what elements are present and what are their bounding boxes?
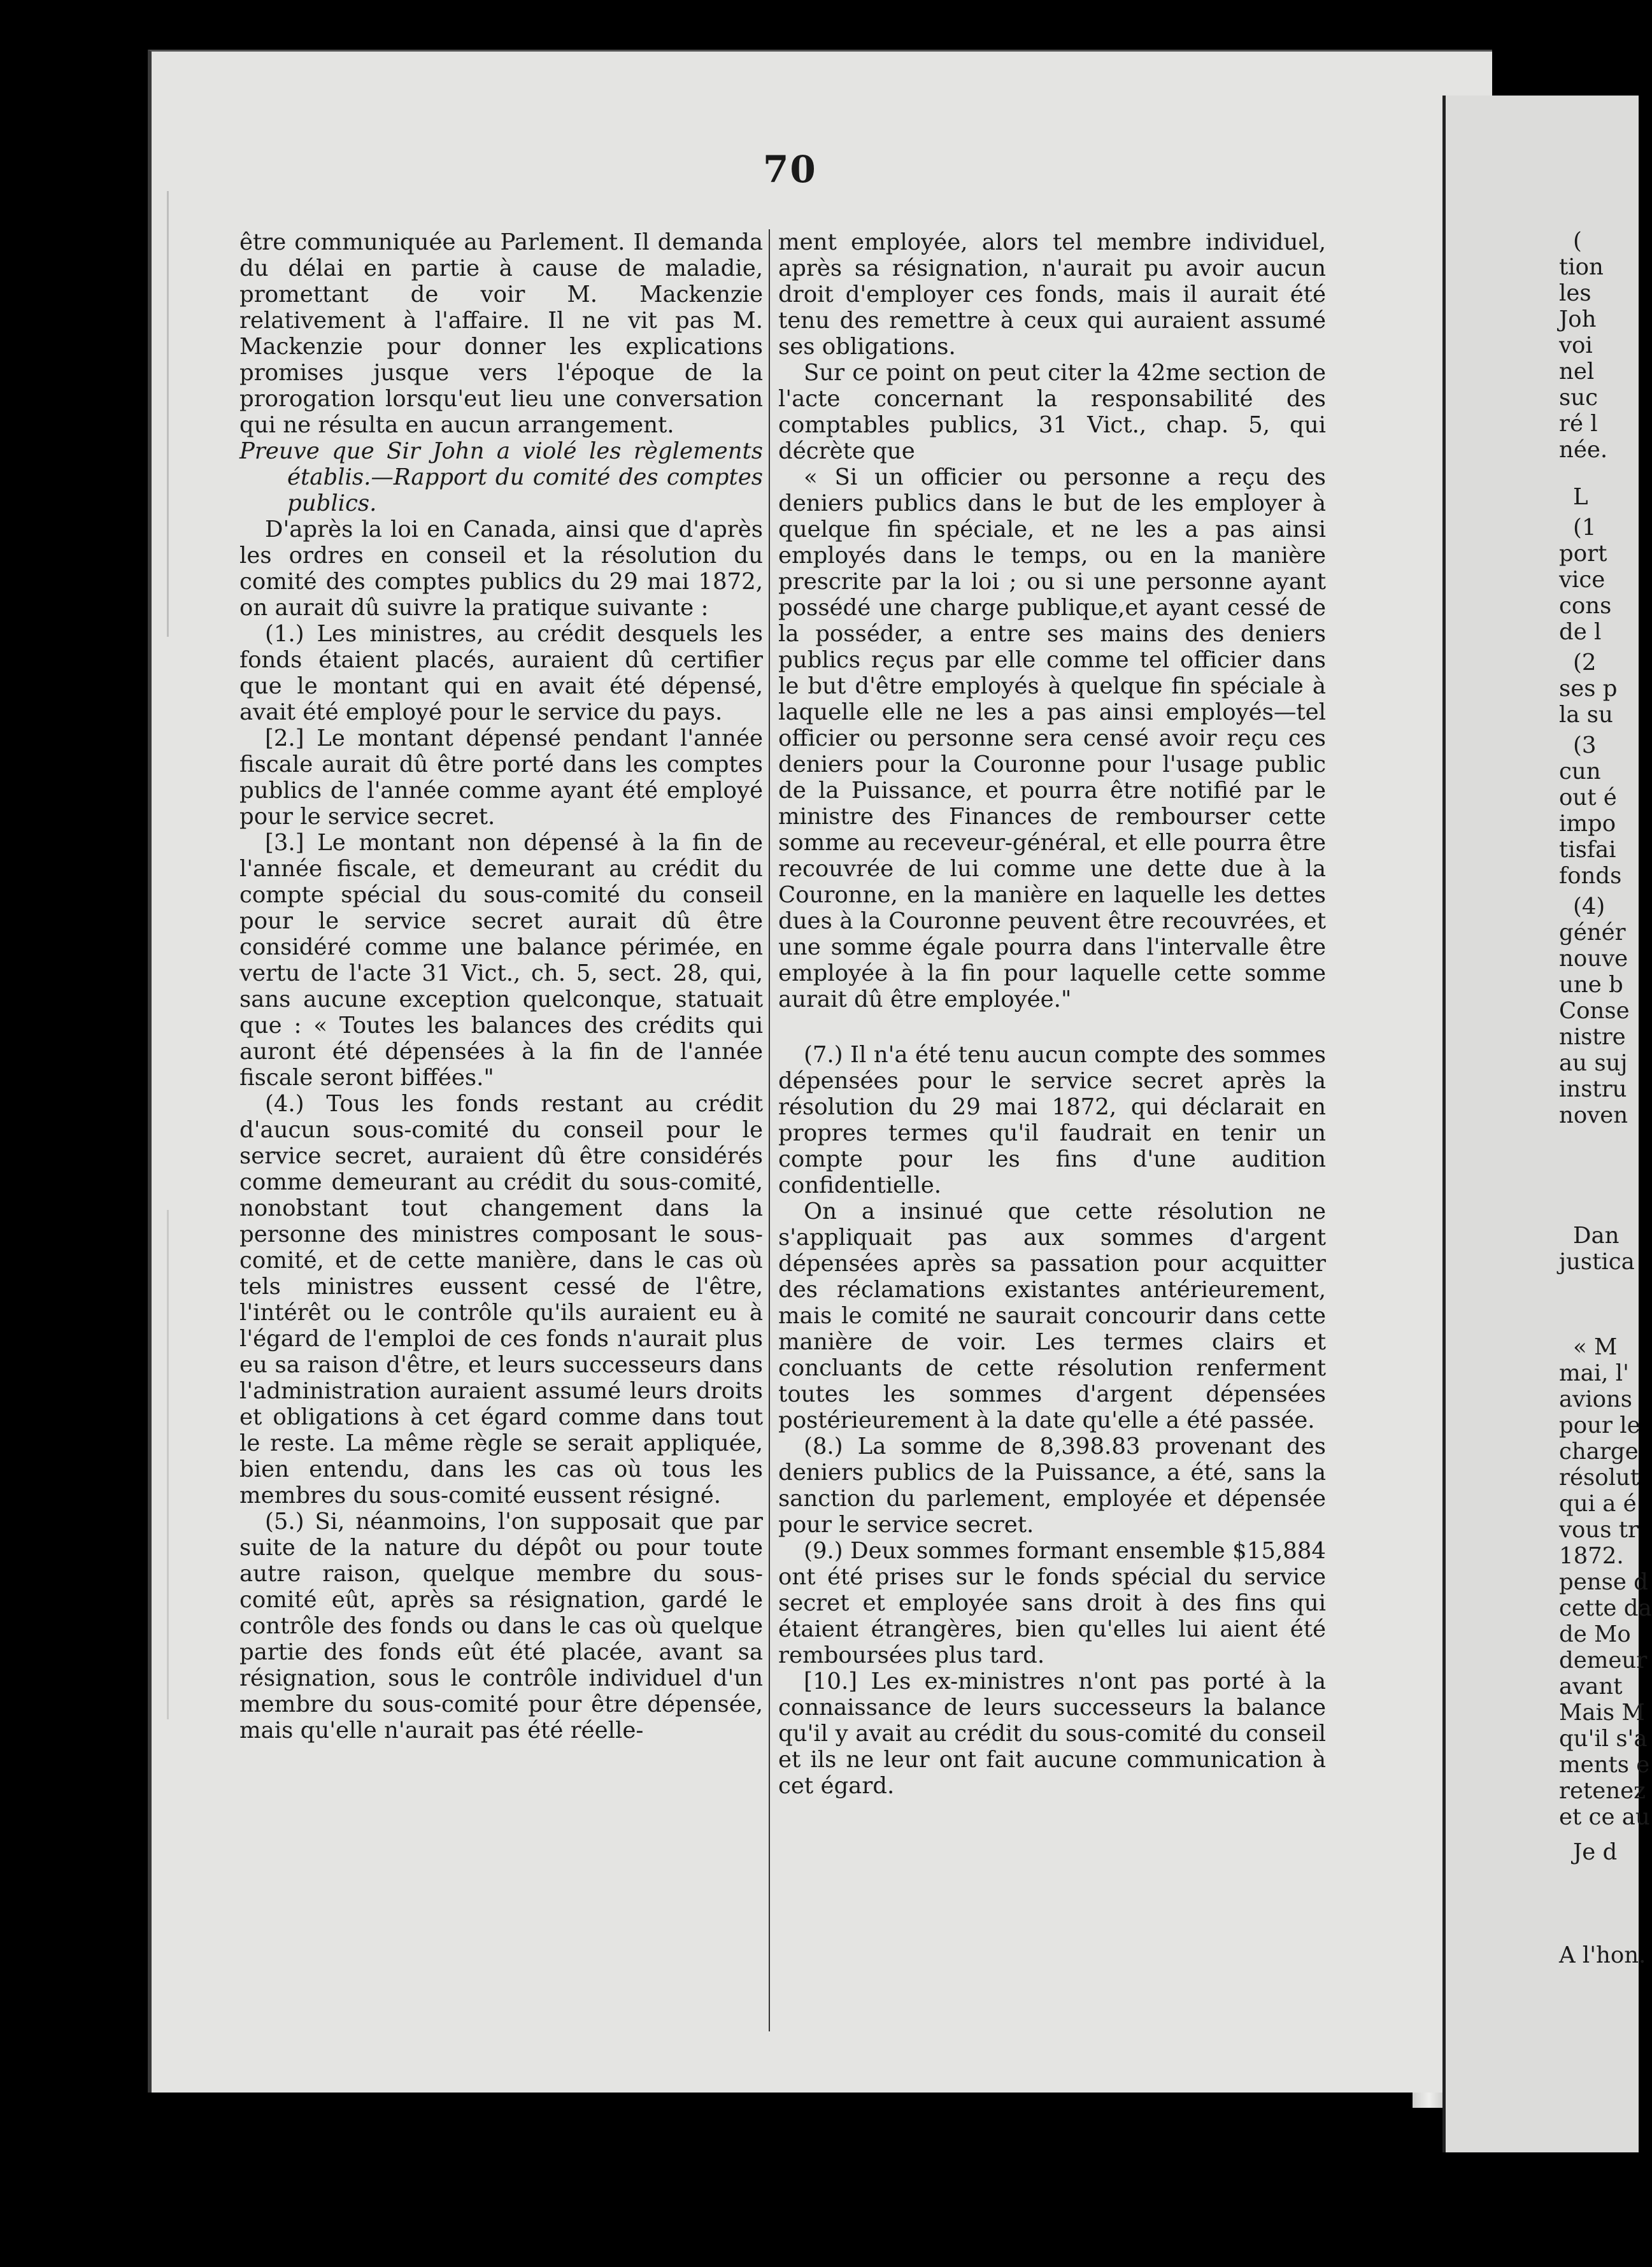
fragment-line: vous tr [1559, 1517, 1639, 1543]
fragment-line: Conse [1559, 998, 1630, 1024]
fragment-line: et ce au [1559, 1804, 1650, 1830]
fragment-line: noven [1559, 1102, 1628, 1128]
fragment-line: nel [1559, 359, 1595, 385]
paragraph: On a insinué que cette résolution ne s'appliquait pas aux sommes d'argent dépensées après sa passation pour acquitter des réclamations existantes antérieurement, mais le comité ne saurait concourir dans cette manière de voir. Les termes clairs et concluants de cette résolution renferment toutes les sommes d'argent dépensées postérieurement à la date qu'elle a été passée. [778, 1198, 1326, 1433]
fragment-line: cons [1559, 593, 1612, 619]
fragment-line: de l [1559, 619, 1602, 645]
fragment-line: ments e [1559, 1752, 1650, 1778]
quotation: « Si un officier ou personne a reçu des deniers publics dans le but de les employer à quelque fin spéciale, et ne les a pas ainsi employés dans le temps, ou en la manière prescrite par la loi ; ou si une personne ayant possédé une charge publique,et ayant cessé de la posséder, a entre ses mains des deniers publics reçus par elle comme tel officier dans le but d'être employés à quelque fin spéciale à laquelle elle ne les a pas ainsi employés—tel officier ou personne sera censé avoir reçu ces deniers pour la Couronne pour l'usage public de la Puissance, et pourra être notifié par le ministre des Finances de rembourser cette somme au receveur-général, et elle pourra être recouvrée de lui comme une dette due à la Couronne, en la manière en laquelle les dettes dues à la Couronne peuvent être recouvrées, et une somme égale pourra dans l'intervalle être employée à la fin pour laquelle cette somme aurait dû être employée." [778, 464, 1326, 1013]
fragment-line: (4) [1573, 893, 1606, 920]
fragment-line: Dan [1573, 1223, 1620, 1249]
paragraph: être communiquée au Parlement. Il demanda du délai en partie à cause de maladie, promettant de voir M. Mackenzie relativement à l'affaire. Il ne vit pas M. Mackenzie pour donner les explications promises jusque vers l'époque de la prorogation lorsqu'eut lieu une conversation qui ne résulta en aucun arrangement. [239, 229, 763, 438]
fragment-line: Joh [1559, 306, 1597, 332]
fragment-line: fonds [1559, 863, 1622, 889]
fragment-line: ré l [1559, 411, 1598, 437]
fragment-line: A l'hon. [1559, 1942, 1646, 1968]
fragment-line: résolut [1559, 1465, 1640, 1491]
fragment-line: avant [1559, 1674, 1623, 1700]
paragraph: Sur ce point on peut citer la 42me section de l'acte concernant la responsabilité des comptables publics, 31 Vict., chap. 5, qui décrète que [778, 360, 1326, 464]
paragraph: (7.) Il n'a été tenu aucun compte des sommes dépensées pour le service secret après la résolution du 29 mai 1872, qui déclarait en propres termes qu'il faudrait en tenir un compte pour les fins d'une audition confidentielle. [778, 1042, 1326, 1198]
fragment-line: ( [1573, 228, 1582, 254]
fragment-line: instru [1559, 1076, 1627, 1102]
paragraph: [10.] Les ex-ministres n'ont pas porté à la connaissance de leurs successeurs la balance qu'il y avait au crédit du sous-comité du conseil et ils ne leur ont fait aucune communication à cet égard. [778, 1668, 1326, 1799]
fragment-line: nistre [1559, 1024, 1626, 1050]
margin-mark [167, 191, 169, 637]
fragment-line: avions [1559, 1386, 1633, 1412]
fragment-line: out é [1559, 785, 1617, 811]
paragraph: (8.) La somme de 8,398.83 provenant des deniers publics de la Puissance, a été, sans la sanction du parlement, employée et dépensée pour le service secret. [778, 1433, 1326, 1538]
fragment-line: ses p [1559, 676, 1618, 702]
fragment-line: tion [1559, 254, 1604, 280]
fragment-line: nouve [1559, 946, 1628, 972]
fragment-line: de Mo [1559, 1621, 1631, 1647]
fragment-line: (2 [1573, 650, 1597, 676]
fragment-line: Je d [1573, 1839, 1618, 1865]
fragment-line: cette da [1559, 1595, 1652, 1621]
fragment-line: (1 [1573, 515, 1597, 541]
middle-column [778, 229, 1326, 1799]
fragment-line: qu'il s'a [1559, 1726, 1648, 1752]
section-heading: Preuve que Sir John a violé les règlements établis.—Rapport du comité des comptes publics. [239, 438, 763, 516]
page-number: 70 [763, 148, 817, 191]
fragment-line: pour le [1559, 1412, 1641, 1439]
fragment-line: née. [1559, 437, 1608, 463]
fragment-line: justica [1559, 1249, 1635, 1275]
fragment-line: L [1573, 484, 1588, 510]
fragment-line: impo [1559, 811, 1616, 837]
paragraph: [2.] Le montant dépensé pendant l'année fiscale aurait dû être porté dans les comptes publics de l'année comme ayant été employé pour le service secret. [239, 725, 763, 830]
fragment-line: Mais M [1559, 1700, 1645, 1726]
fragment-line: la su [1559, 702, 1613, 728]
fragment-line: pense d [1559, 1569, 1648, 1595]
margin-mark [167, 1210, 169, 1719]
fragment-line: demeur [1559, 1647, 1648, 1674]
fragment-line: les [1559, 280, 1591, 306]
fragment-line: une b [1559, 972, 1623, 998]
paragraph: D'après la loi en Canada, ainsi que d'après les ordres en conseil et la résolution du comité des comptes publics du 29 mai 1872, on aurait dû suivre la pratique suivante : [239, 516, 763, 621]
paragraph: (1.) Les ministres, au crédit desquels les fonds étaient placés, auraient dû certifier que le montant qui en avait été dépensé, avait été employé pour le service du pays. [239, 621, 763, 725]
left-column [239, 229, 763, 1744]
fragment-line: 1872. [1559, 1543, 1624, 1569]
fragment-line: génér [1559, 920, 1626, 946]
paragraph: (4.) Tous les fonds restant au crédit d'aucun sous-comité du conseil pour le service secret, auraient dû être considérés comme demeurant au crédit du sous-comité, nonobstant tout changement dans la personne des ministres composant le sous-comité, et de cette manière, dans le cas où tels ministres eussent cessé de l'être, l'intérêt ou le contrôle qu'ils auraient eu à l'égard de l'emploi de ces fonds n'aurait plus eu sa raison d'être, et leurs successeurs dans l'administration auraient assumé leurs droits et obligations à cet égard comme dans tout le reste. La même règle se serait appliquée, bien entendu, dans les cas où tous les membres du sous-comité eussent résigné. [239, 1091, 763, 1509]
fragment-line: au suj [1559, 1050, 1628, 1076]
paragraph: [3.] Le montant non dépensé à la fin de l'année fiscale, et demeurant au crédit du compte spécial du sous-comité du conseil pour le service secret aurait dû être considéré comme une balance périmée, en vertu de l'acte 31 Vict., ch. 5, sect. 28, qui, sans aucune exception quelconque, statuait que : « Toutes les balances des crédits qui auront été dépensées à la fin de l'année fiscale seront biffées." [239, 830, 763, 1091]
fragment-line: cun [1559, 758, 1601, 785]
fragment-line: charge [1559, 1439, 1639, 1465]
fragment-line: vice [1559, 567, 1606, 593]
fragment-line: retenez [1559, 1778, 1646, 1804]
fragment-line: port [1559, 541, 1607, 567]
fragment-line: voi [1559, 332, 1593, 359]
column-divider [769, 229, 770, 2031]
fragment-line: suc [1559, 385, 1598, 411]
paragraph: ment employée, alors tel membre individuel, après sa résignation, n'aurait pu avoir aucun droit d'employer ces fonds, mais il aurait été tenu des remettre à ceux qui auraient assumé ses obligations. [778, 229, 1326, 360]
paragraph: (5.) Si, néanmoins, l'on supposait que par suite de la nature du dépôt ou pour toute autre raison, quelque membre du sous-comité eût, après sa résignation, gardé le contrôle des fonds ou dans le cas où quelque partie des fonds eût été placée, avant sa résignation, sous le contrôle individuel d'un membre du sous-comité pour être dépensée, mais qu'elle n'aurait pas été réelle- [239, 1509, 763, 1744]
fragment-line: qui a é [1559, 1491, 1637, 1517]
fragment-line: tisfai [1559, 837, 1616, 863]
fragment-line: « M [1573, 1334, 1618, 1360]
fragment-line: (3 [1573, 732, 1597, 758]
fragment-line: mai, l' [1559, 1360, 1629, 1386]
paragraph: (9.) Deux sommes formant ensemble $15,884 ont été prises sur le fonds spécial du service secret et employée sans droit à des fins qui étaient étrangères, bien qu'elles lui aient été remboursées plus tard. [778, 1538, 1326, 1668]
